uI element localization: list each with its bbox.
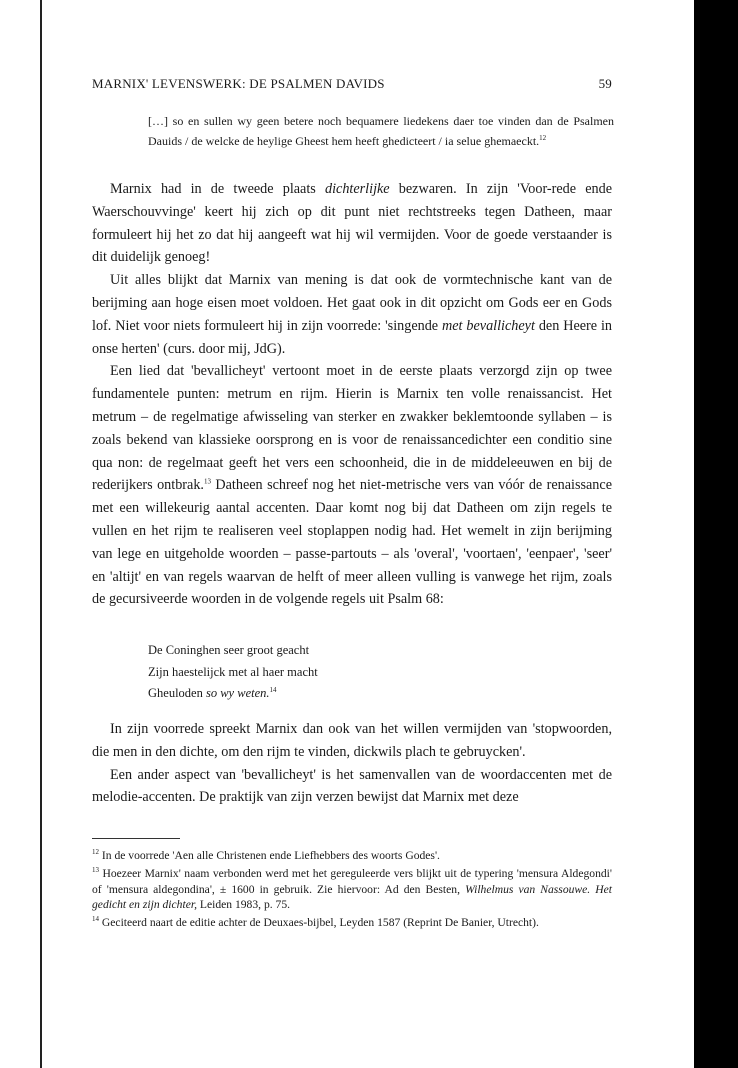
paragraph-2-text-c: den Heere in onse herten' (curs. door mij, JdG). <box>92 317 612 357</box>
page-number: 59 <box>598 76 612 91</box>
footnote-13 <box>92 866 612 913</box>
paragraph-4 <box>92 718 612 764</box>
footnote-13-text-c: Leiden 1983, p. 75. <box>196 898 291 912</box>
paragraph-3-text-b: Datheen schreef nog het niet-metrische vers van vóór de renaissance met een willekeurig aantal accenten. Daar komt nog bij dat Datheen om zijn regels te vullen en het rijm te realiseren veel stoplappen nodig had. Het wemelt in zijn berijming van lege en uitgeholde woorden – passe-partouts – als 'overal', 'voortaen', 'eenpaer', 'seer' en 'altijt' en van regels waarvan de helft of meer alleen vulling is vanwege het rijm, zoals de gecursiveerde woorden in de volgende regels uit Psalm 68: <box>92 477 612 608</box>
verse-quote <box>148 640 318 705</box>
footnote-ref-14: 14 <box>269 685 277 694</box>
verse-line-3-italic: so wy weten. <box>205 686 270 700</box>
paragraph-2-italic: met bevallicheyt <box>442 317 535 334</box>
scan-right-border <box>694 0 738 1068</box>
paragraph-2 <box>92 269 612 360</box>
paragraph-1-italic: dichterlijke <box>325 181 390 197</box>
verse-line-1: De Coninghen seer groot geacht <box>148 643 310 657</box>
paragraph-1-text-c: bezwaren. In zijn 'Voor-rede ende Waerschouvvinge' keert hij zich op dit punt niet rechtstreeks tegen Datheen, maar formuleert hij het zo dat hij aangeeft wat hij wil vermijden. Voor de goede verstaander is dit duidelijk genoeg! <box>92 181 612 266</box>
paragraph-5 <box>92 764 612 810</box>
footnote-14-number: 14 <box>92 915 99 924</box>
paragraph-3-text-a: Een lied dat 'bevallicheyt' vertoont moet in de eerste plaats verzorgd zijn op twee fundamentele punten: metrum en rijm. Hierin is Marnix ten volle renaissancist. Het metrum – de regelmatige afwisseling van sterker en zwakker beklemtoonde syllaben – is zoals bekend van klassieke oorsprong en is voor de renaissancedichter een conditio sine qua non: de regelmaat geeft het vers een schoonheid, die in de middeleeuwen en bij de rederijkers ontbrak. <box>92 363 612 494</box>
page-left-edge <box>40 0 42 1068</box>
verse-line-2: Zijn haestelijck met al haer macht <box>148 664 318 679</box>
footnote-13-text-a: Hoezeer Marnix' naam verbonden werd met het gereguleerde vers blijkt uit de typering 'mensura Aldegondi' of 'mensura aldegondina', ± 1600 in gebruik. Zie hiervoor: Ad den Besten, <box>92 866 612 896</box>
paragraph-5-text: Een ander aspect van 'bevallicheyt' is het samenvallen van de woordaccenten met de melodie-accenten. De praktijk van zijn verzen bewijst dat Marnix met deze <box>92 766 612 806</box>
footnote-13-number: 13 <box>92 865 99 874</box>
body-text-upper <box>92 178 612 611</box>
paragraph-4-text: In zijn voorrede spreekt Marnix dan ook van het willen vermijden van 'stopwoorden, die men in den dichte, om den rijm te vinden, dickwils plach te gebruycken'. <box>92 721 612 760</box>
paragraph-2-text-a: Uit alles blijkt dat Marnix van mening is dat ook de vormtechnische kant van de berijming aan hoge eisen moet voldoen. Het gaat ook in dit opzicht om Gods eer en Gods lof. Niet voor niets formuleert hij in zijn voorrede: 'singende <box>92 272 612 334</box>
running-title: MARNIX' LEVENSWERK: DE PSALMEN DAVIDS <box>92 76 385 91</box>
footnotes <box>92 848 612 933</box>
footnote-12 <box>92 848 612 864</box>
footnote-ref-13: 13 <box>203 477 211 486</box>
footnote-12-text: In de voorrede 'Aen alle Christenen ende Liefhebbers des woorts Godes'. <box>99 849 440 862</box>
paragraph-1-text-a: Marnix had in de tweede plaats <box>110 181 325 197</box>
footnote-14 <box>92 915 612 931</box>
block-quote <box>148 112 614 151</box>
footnote-ref-12: 12 <box>539 133 547 142</box>
footnote-12-number: 12 <box>92 848 99 857</box>
verse-line-3 <box>148 683 318 705</box>
verse-line-3-text: Gheuloden <box>148 686 206 700</box>
quote-text: […] so en sullen wy geen betere noch bequamere liedekens daer toe vinden dan de Psalmen Dauids / de welcke de heylige Gheest hem heeft ghedicteert / ia selue ghemaeckt. <box>148 114 614 148</box>
footnote-rule <box>92 838 180 839</box>
body-text-lower <box>92 718 612 809</box>
paragraph-1 <box>92 178 612 269</box>
paragraph-3 <box>92 360 612 611</box>
footnote-13-italic: Wilhelmus van Nassouwe. Het gedicht en zijn dichter, <box>92 882 612 912</box>
footnote-14-text: Geciteerd naart de editie achter de Deuxaes-bijbel, Leyden 1587 (Reprint De Banier, Utrecht). <box>99 916 539 930</box>
